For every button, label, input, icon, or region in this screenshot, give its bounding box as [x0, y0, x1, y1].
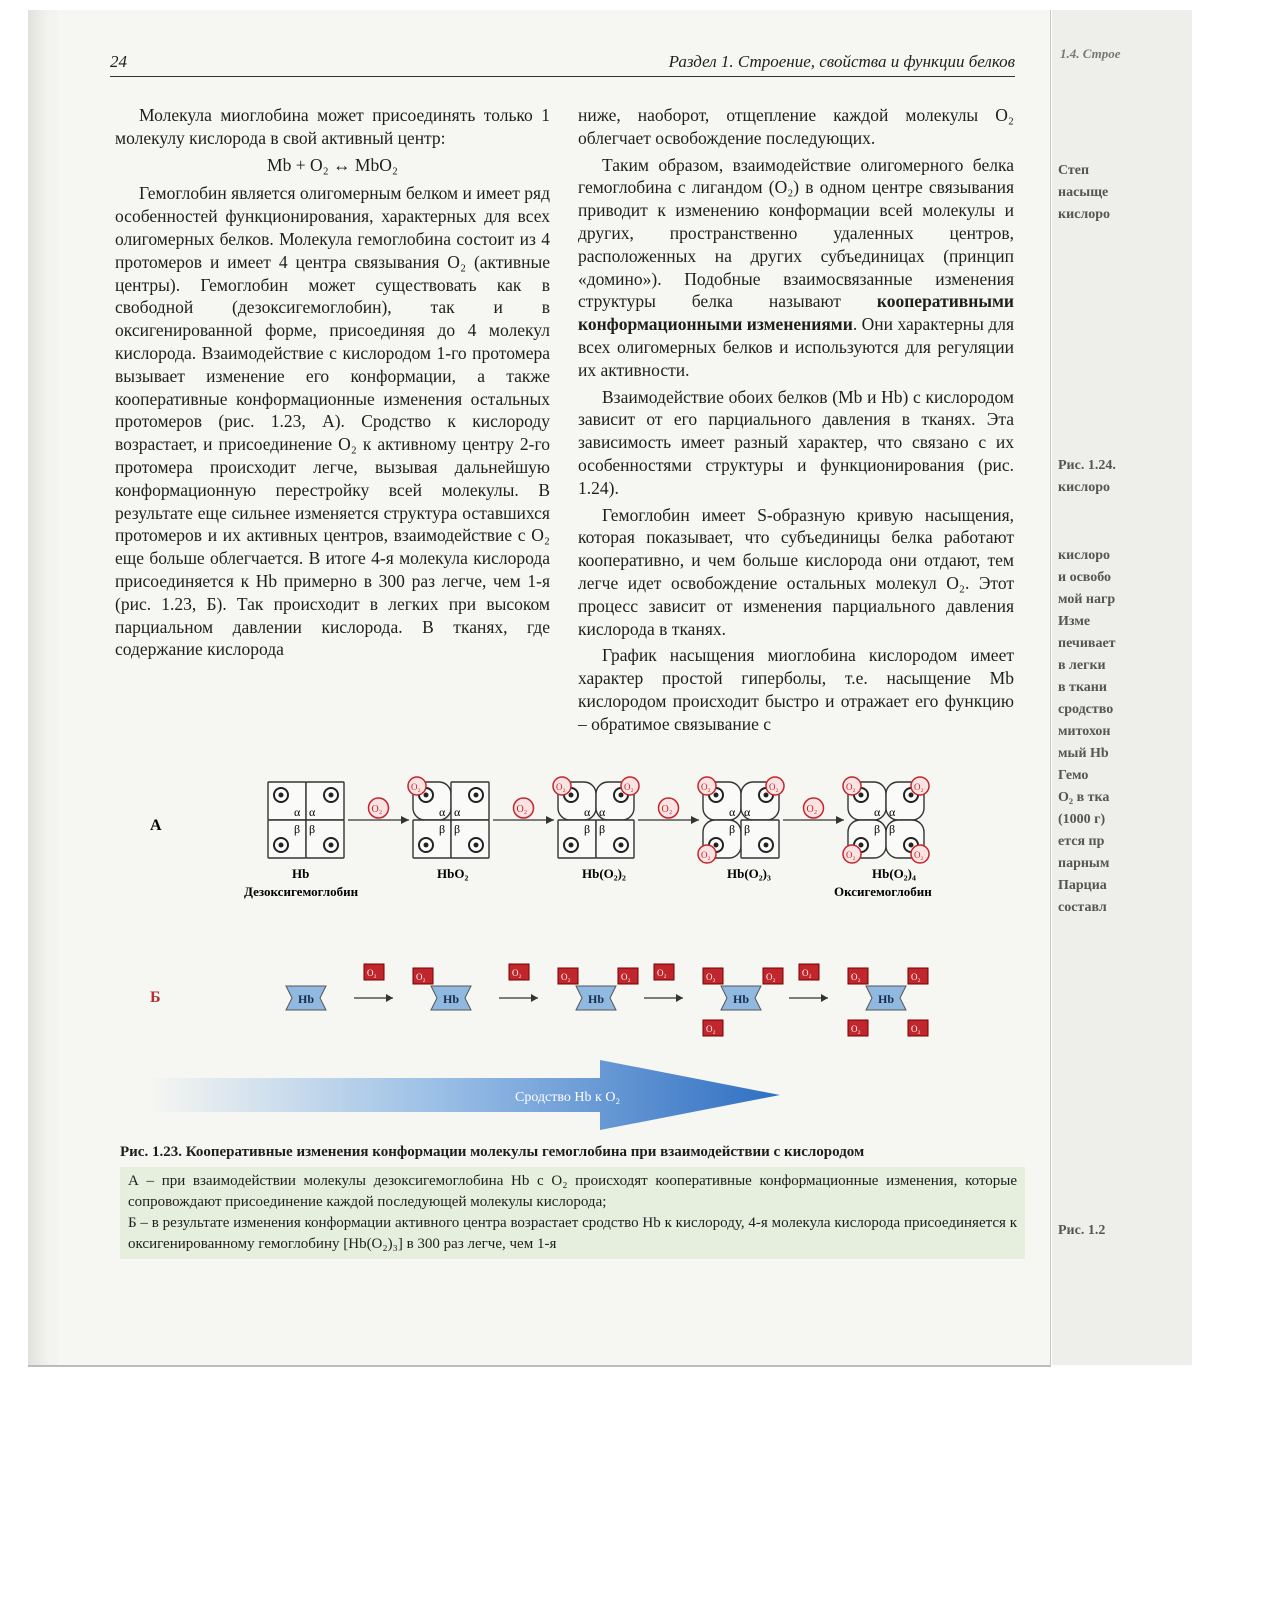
facing-page-text: в легки [1058, 658, 1106, 673]
heme-iron-icon [764, 793, 769, 798]
heme-iron-icon [619, 793, 624, 798]
facing-page-text: кислоро [1058, 480, 1110, 495]
heme-iron-icon [569, 793, 574, 798]
oxygen-label: O₂ [706, 972, 716, 982]
page-header [110, 46, 1015, 77]
heme-iron-icon [279, 793, 284, 798]
alpha-label: α [584, 805, 591, 819]
facing-page-text: печивает [1058, 636, 1116, 651]
paragraph: График насыщения миоглобина кислородом имеет характер простой гиперболы, т.е. насыщение Mb кислородом происходит быстро и отражает его функцию – обратимое связывание с [578, 645, 1014, 734]
state-label: Hb [292, 866, 310, 881]
page-gutter-shadow [28, 10, 58, 1365]
beta-label: β [599, 822, 606, 836]
heme-iron-icon [714, 793, 719, 798]
alpha-label: α [744, 805, 751, 819]
beta-label: β [889, 822, 896, 836]
equation: Mb + O₂ ↔ MbO₂ [267, 154, 398, 175]
beta-label: β [744, 822, 751, 836]
facing-page-text: ется пр [1058, 834, 1105, 849]
bound-oxygen-label: O₂ [624, 782, 634, 792]
oxygen-label: O₂ [367, 968, 377, 978]
beta-label: β [729, 822, 736, 836]
text-run: Таким образом, взаимодействие олигомерного белка гемоглобина с лигандом (O₂) в одном центре связывания приводит к изменению конформации всей молекулы и других, пространственно удаленных центров, расположенных на других субъединицах (принцип «домино»). Подобные взаимосвязанные изменения структуры белка называют [578, 154, 1014, 312]
facing-page-text: мый Hb [1058, 746, 1109, 761]
heme-iron-icon [474, 843, 479, 848]
oxygen-label: O₂ [371, 804, 383, 815]
oxygen-label: O₂ [851, 972, 861, 982]
alpha-label: α [599, 805, 606, 819]
bold-term: кооперативными конформационными изменениями [578, 291, 1014, 335]
hemoglobin-tetramer [698, 777, 784, 863]
hb-affinity-step [413, 968, 471, 1010]
beta-label: β [309, 822, 316, 836]
oxygen-label: O₂ [416, 972, 426, 982]
row-b-label: Б [150, 989, 161, 1006]
bound-oxygen-label: O₂ [846, 782, 856, 792]
facing-page-text: (1000 г) [1058, 812, 1106, 827]
facing-page-text: в ткани [1058, 680, 1107, 695]
paragraph [578, 154, 1014, 382]
heme-iron-icon [859, 793, 864, 798]
oxygen-label: O₂ [516, 804, 528, 815]
binding-arrowhead [531, 994, 538, 1002]
hb-label: Hb [443, 992, 460, 1006]
heme-iron-icon [619, 843, 624, 848]
alpha-label: α [439, 805, 446, 819]
hemoglobin-tetramer [268, 782, 344, 858]
beta-label: β [454, 822, 461, 836]
paragraph: Молекула миоглобина может присоединять только 1 молекулу кислорода в свой активный центр: [115, 105, 550, 148]
facing-page-text: кислоро [1058, 548, 1110, 563]
hb-affinity-step [848, 968, 928, 1036]
bound-oxygen-label: O₂ [769, 782, 779, 792]
hemoglobin-tetramer [843, 777, 929, 863]
facing-page-text: кислоро [1058, 207, 1110, 222]
facing-page-text: Рис. 1.24. [1058, 458, 1116, 473]
protomer [268, 820, 306, 858]
oxygen-label: O₂ [851, 1024, 861, 1034]
state-label: Hb(O₂)₃ [727, 866, 771, 881]
hb-label: Hb [298, 992, 315, 1006]
state-label: Hb(O₂)₄ [872, 866, 916, 881]
oxygen-label: O₂ [657, 968, 667, 978]
binding-arrowhead [676, 994, 683, 1002]
oxygen-label: O₂ [661, 804, 673, 815]
heme-iron-icon [424, 843, 429, 848]
left-column [115, 104, 550, 665]
binding-arrowhead [821, 994, 828, 1002]
reaction-arrowhead [546, 816, 554, 824]
state-name: Дезоксигемоглобин [244, 884, 359, 899]
state-label: Hb(O₂)₂ [582, 866, 626, 881]
bound-oxygen-label: O₂ [846, 850, 856, 860]
facing-page-text: парным [1058, 856, 1110, 871]
heme-iron-icon [474, 793, 479, 798]
hb-label: Hb [588, 992, 605, 1006]
caption-item-a: А – при взаимодействии молекулы дезоксигемоглобина Hb с O₂ происходят кооперативные конформационные изменения, которые сопровождают присоединение каждой последующей молекулы кислорода; [128, 1173, 1017, 1210]
heme-iron-icon [569, 843, 574, 848]
facing-page-text: и освобо [1058, 570, 1112, 585]
bound-oxygen-label: O₂ [914, 850, 924, 860]
bound-oxygen-label: O₂ [701, 850, 711, 860]
state-label: HbO₂ [437, 866, 469, 881]
oxygen-label: O₂ [766, 972, 776, 982]
bound-oxygen-label: O₂ [701, 782, 711, 792]
heme-iron-icon [909, 793, 914, 798]
beta-label: β [439, 822, 446, 836]
hb-affinity-step [558, 968, 638, 1010]
oxygen-label: O₂ [911, 972, 921, 982]
facing-page-header: 1.4. Строе [1060, 46, 1121, 61]
alpha-label: α [874, 805, 881, 819]
facing-page-text: Изме [1058, 614, 1091, 629]
page-number: 24 [110, 52, 127, 71]
blank-margin [0, 1370, 1280, 1600]
heme-iron-icon [714, 843, 719, 848]
caption-item-b: Б – в результате изменения конформации активного центра возрастает сродство Hb к кислороду, 4-я молекула кислорода присоединяется к оксигенированному гемоглобину [Hb(O₂)₃] в 300 раз легче, чем 1-я [128, 1215, 1017, 1252]
oxygen-label: O₂ [706, 1024, 716, 1034]
reaction-arrowhead [401, 816, 409, 824]
facing-page-text: насыще [1058, 185, 1109, 200]
caption-body [120, 1167, 1025, 1259]
affinity-arrow-label: Сродство Hb к O₂ [515, 1090, 621, 1105]
beta-label: β [874, 822, 881, 836]
protomer [268, 782, 306, 820]
oxygen-label: O₂ [512, 968, 522, 978]
facing-page-text: сродство [1058, 702, 1114, 717]
alpha-label: α [729, 805, 736, 819]
facing-page-text: составл [1058, 900, 1107, 915]
alpha-label: α [454, 805, 461, 819]
beta-label: β [294, 822, 301, 836]
protomer [413, 820, 451, 858]
reaction-arrowhead [836, 816, 844, 824]
hemoglobin-tetramer [553, 777, 639, 858]
oxygen-label: O₂ [621, 972, 631, 982]
oxygen-label: O₂ [911, 1024, 921, 1034]
running-title: Раздел 1. Строение, свойства и функции белков [668, 52, 1015, 71]
alpha-label: α [889, 805, 896, 819]
heme-iron-icon [424, 793, 429, 798]
heme-iron-icon [329, 843, 334, 848]
protomer [558, 820, 596, 858]
paragraph: Гемоглобин имеет S-образную кривую насыщения, которая показывает, что субъединицы белка работают кооперативно, и чем больше кислорода они отдают, тем легче идет освобождение остальных молекул O₂. Этот процесс зависит от изменения парциального давления кислорода в тканях. [578, 504, 1014, 639]
heme-iron-icon [909, 843, 914, 848]
oxygen-label: O₂ [806, 804, 818, 815]
facing-page-text: митохон [1058, 724, 1111, 739]
alpha-label: α [294, 805, 301, 819]
paragraph: Взаимодействие обоих белков (Mb и Hb) с кислородом зависит от его парциального давления в тканях. Эта зависимость имеет разный характер, что связано с их особенностями структуры и функционирования (рис. 1.24). [578, 386, 1014, 498]
hb-label: Hb [733, 992, 750, 1006]
bound-oxygen-label: O₂ [411, 782, 421, 792]
right-column [578, 104, 1014, 740]
heme-iron-icon [279, 843, 284, 848]
heme-iron-icon [329, 793, 334, 798]
hb-affinity-step [703, 968, 783, 1036]
caption-title: Рис. 1.23. Кооперативные изменения конформации молекулы гемоглобина при взаимодействии с кислородом [120, 1144, 865, 1160]
paragraph: ниже, наоборот, отщепление каждой молекулы O₂ облегчает освобождение последующих. [578, 105, 1014, 148]
oxygen-label: O₂ [561, 972, 571, 982]
facing-page-text: O₂ в тка [1058, 790, 1110, 805]
bound-oxygen-label: O₂ [914, 782, 924, 792]
row-a-label: А [150, 817, 162, 834]
state-name: Оксигемоглобин [834, 884, 932, 899]
alpha-label: α [309, 805, 316, 819]
facing-page-text: Гемо [1058, 768, 1089, 783]
beta-label: β [584, 822, 591, 836]
facing-page-text: Рис. 1.2 [1058, 1223, 1106, 1238]
heme-iron-icon [764, 843, 769, 848]
reaction-arrowhead [691, 816, 699, 824]
figure-caption [120, 1142, 1025, 1259]
hb-affinity-step [286, 986, 326, 1010]
heme-iron-icon [859, 843, 864, 848]
hb-label: Hb [878, 992, 895, 1006]
affinity-arrow-shape [150, 1060, 780, 1130]
facing-page-text: Парциа [1058, 878, 1107, 893]
oxygen-label: O₂ [802, 968, 812, 978]
text-run: . Они характерны для всех олигомерных белков и используются для регуляции их активности. [578, 314, 1015, 380]
affinity-arrow [150, 1060, 910, 1130]
paragraph: Гемоглобин является олигомерным белком и имеет ряд особенностей функционирования, характерных для всех олигомерных белков. Молекула гемоглобина состоит из 4 протомеров и имеет 4 центра связывания O₂ (активные центры). Гемоглобин может существовать как в свободной (дезоксигемоглобин), так и в оксигенированной форме, присоединяя до 4 молекул кислорода. Взаимодействие с кислородом 1-го протомера вызывает изменение его конформации, а также кооперативные конформационные изменения остальных протомеров (рис. 1.23, А). Сродство к кислороду возрастает, и присоединение O₂ к активному центру 2-го протомера происходит легче, вызывая дальнейшую конформационную перестройку всей молекулы. В результате еще сильнее изменяется структура оставшихся протомеров и их активных центров, взаимодействие с O₂ еще больше облегчается. В итоге 4-я молекула кислорода присоединяется к Hb примерно в 300 раз легче, чем 1-я (рис. 1.23, Б). Так происходит в легких при высоком парциальном давлении кислорода. В тканях, где содержание кислорода [115, 183, 550, 660]
facing-page-text: Степ [1058, 163, 1090, 178]
facing-page-fragment [1052, 10, 1192, 1365]
bound-oxygen-label: O₂ [556, 782, 566, 792]
binding-arrowhead [386, 994, 393, 1002]
facing-page-text: мой нагр [1058, 592, 1116, 607]
hemoglobin-diagram [110, 760, 1020, 1060]
hemoglobin-tetramer [408, 777, 489, 858]
